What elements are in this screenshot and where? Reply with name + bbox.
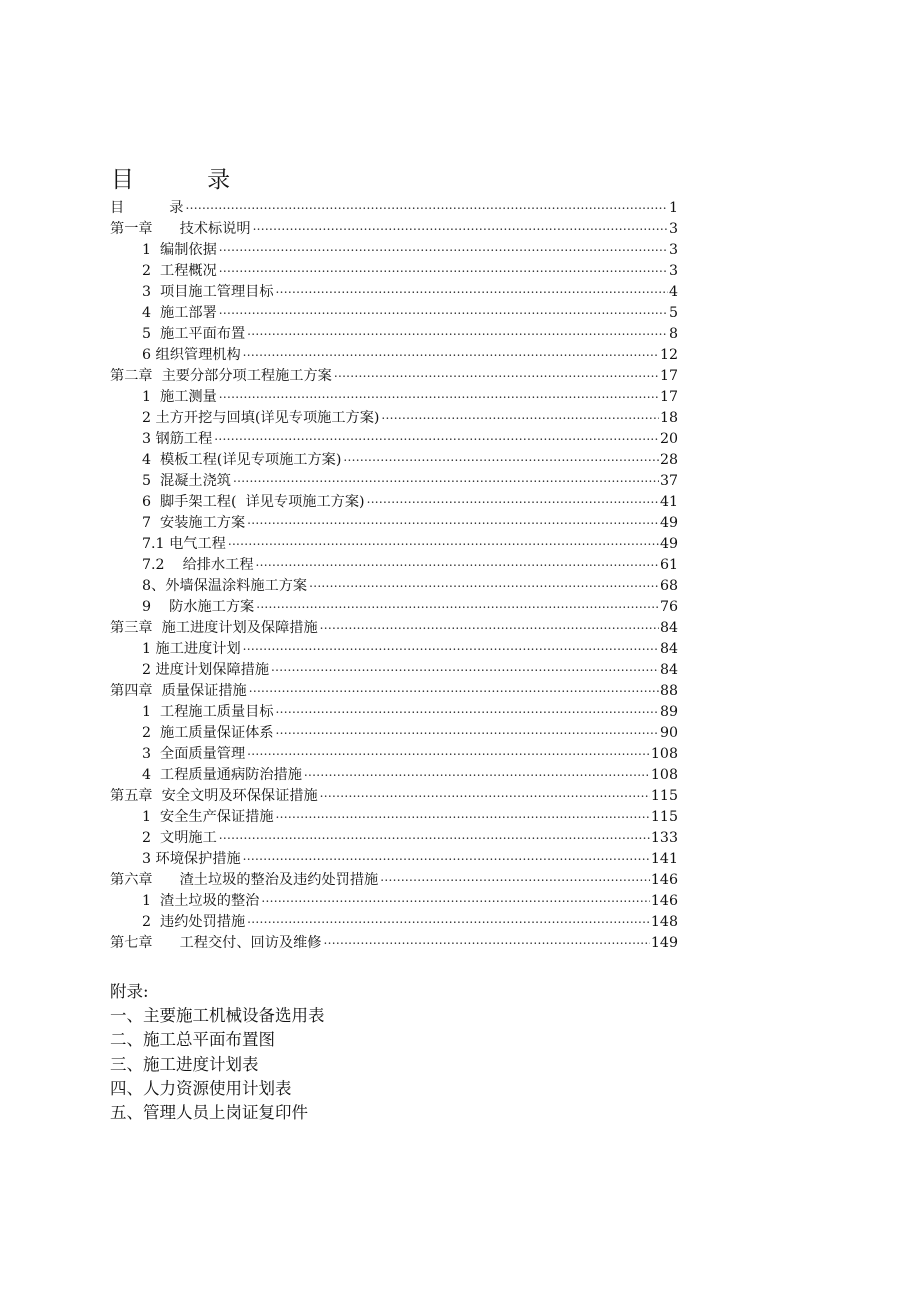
toc-entry-label: 4 工程质量通病防治措施 bbox=[142, 767, 302, 783]
toc-page-number: 41 bbox=[659, 494, 678, 510]
toc-page-number: 149 bbox=[650, 935, 678, 951]
toc-entry-label: 2 工程概况 bbox=[142, 263, 217, 279]
toc-entry-label: 2 违约处罚措施 bbox=[142, 914, 246, 930]
appendix-item: 五、管理人员上岗证复印件 bbox=[110, 1103, 308, 1123]
toc-dot-leader bbox=[228, 531, 659, 552]
appendix-list bbox=[110, 1004, 325, 1125]
toc-dot-leader bbox=[219, 300, 668, 321]
toc-dot-leader bbox=[320, 615, 659, 636]
toc-dot-leader bbox=[271, 657, 659, 678]
toc-page-number: 108 bbox=[650, 767, 678, 783]
toc-dot-leader bbox=[276, 699, 659, 720]
toc-entry-label: 3 项目施工管理目标 bbox=[142, 284, 274, 300]
toc-entry-label: 第六章 渣土垃圾的整治及违约处罚措施 bbox=[110, 872, 379, 888]
toc-dot-leader bbox=[334, 363, 659, 384]
toc-entry-label: 第四章 质量保证措施 bbox=[110, 683, 247, 699]
toc-dot-leader bbox=[256, 552, 659, 573]
toc-entry-label: 8、外墙保温涂料施工方案 bbox=[142, 578, 308, 594]
toc-entry-label: 4 模板工程(详见专项施工方案) bbox=[142, 452, 342, 468]
toc-page-number: 20 bbox=[659, 431, 678, 447]
toc-dot-leader bbox=[219, 384, 659, 405]
toc-page-number: 49 bbox=[659, 515, 678, 531]
toc-entry-label: 7.2 给排水工程 bbox=[142, 557, 254, 573]
toc-page-number: 115 bbox=[650, 809, 678, 825]
toc-entry-label: 2 施工质量保证体系 bbox=[142, 725, 274, 741]
toc-page-number: 49 bbox=[659, 536, 678, 552]
toc-dot-leader bbox=[276, 720, 659, 741]
toc-entry-label: 1 编制依据 bbox=[142, 242, 217, 258]
toc-dot-leader bbox=[276, 279, 668, 300]
toc-dot-leader bbox=[276, 804, 650, 825]
toc-dot-leader bbox=[320, 783, 650, 804]
toc-dot-leader bbox=[219, 825, 650, 846]
toc-page-number: 115 bbox=[650, 788, 678, 804]
toc-entry[interactable] bbox=[110, 933, 678, 954]
toc-page-number: 17 bbox=[659, 389, 678, 405]
toc-dot-leader bbox=[309, 573, 659, 594]
toc-dot-leader bbox=[243, 636, 659, 657]
toc-dot-leader bbox=[247, 909, 650, 930]
toc-dot-leader bbox=[324, 930, 650, 951]
toc-page-number: 17 bbox=[659, 368, 678, 384]
toc-page-number: 146 bbox=[650, 893, 678, 909]
toc-page-number: 148 bbox=[650, 914, 678, 930]
toc-entry-label: 目 录 bbox=[110, 200, 184, 216]
toc-page-number: 4 bbox=[668, 284, 678, 300]
toc-page-number: 90 bbox=[659, 725, 678, 741]
toc-entry-label: 1 施工进度计划 bbox=[142, 641, 241, 657]
toc-dot-leader bbox=[247, 741, 650, 762]
toc-entry-label: 2 土方开挖与回填(详见专项施工方案) bbox=[142, 410, 380, 426]
toc-entry-label: 1 安全生产保证措施 bbox=[142, 809, 274, 825]
toc-entry-label: 6 组织管理机构 bbox=[142, 347, 241, 363]
toc-dot-leader bbox=[304, 762, 650, 783]
toc-entry-label: 4 施工部署 bbox=[142, 305, 217, 321]
toc-page-number: 3 bbox=[668, 221, 678, 237]
toc-dot-leader bbox=[219, 258, 668, 279]
appendix-item: 二、施工总平面布置图 bbox=[110, 1030, 275, 1050]
toc-dot-leader bbox=[261, 888, 650, 909]
toc-dot-leader bbox=[343, 447, 659, 468]
toc-entry-label: 1 施工测量 bbox=[142, 389, 217, 405]
toc-page-number: 37 bbox=[659, 473, 678, 489]
toc-page-number: 61 bbox=[659, 557, 678, 573]
toc-page-number: 68 bbox=[659, 578, 678, 594]
toc-dot-leader bbox=[243, 846, 650, 867]
toc-dot-leader bbox=[219, 237, 668, 258]
toc-entry-label: 1 工程施工质量目标 bbox=[142, 704, 274, 720]
toc-entry-label: 第二章 主要分部分项工程施工方案 bbox=[110, 368, 332, 384]
toc-page-number: 5 bbox=[668, 305, 678, 321]
table-of-contents bbox=[110, 198, 678, 954]
appendix-item: 一、主要施工机械设备选用表 bbox=[110, 1006, 325, 1026]
toc-dot-leader bbox=[253, 216, 668, 237]
toc-entry-label: 5 施工平面布置 bbox=[142, 326, 246, 342]
toc-entry-label: 6 脚手架工程( 详见专项施工方案) bbox=[142, 494, 365, 510]
toc-page-number: 28 bbox=[659, 452, 678, 468]
toc-page-number: 84 bbox=[659, 641, 678, 657]
toc-page-number: 84 bbox=[659, 620, 678, 636]
toc-page-number: 146 bbox=[650, 872, 678, 888]
toc-page-number: 89 bbox=[659, 704, 678, 720]
toc-page-number: 141 bbox=[650, 851, 678, 867]
appendix-item: 三、施工进度计划表 bbox=[110, 1054, 259, 1074]
toc-entry-label: 3 钢筋工程 bbox=[142, 431, 213, 447]
toc-entry-label: 2 进度计划保障措施 bbox=[142, 662, 270, 678]
toc-page-number: 108 bbox=[650, 746, 678, 762]
toc-entry-label: 3 环境保护措施 bbox=[142, 851, 241, 867]
toc-entry-label: 7.1 电气工程 bbox=[142, 536, 226, 552]
toc-entry-label: 3 全面质量管理 bbox=[142, 746, 246, 762]
toc-dot-leader bbox=[380, 867, 650, 888]
toc-dot-leader bbox=[367, 489, 659, 510]
toc-entry-label: 第三章 施工进度计划及保障措施 bbox=[110, 620, 318, 636]
toc-entry-label: 第一章 技术标说明 bbox=[110, 221, 251, 237]
toc-dot-leader bbox=[249, 678, 659, 699]
toc-dot-leader bbox=[247, 321, 668, 342]
toc-entry-label: 1 渣土垃圾的整治 bbox=[142, 893, 260, 909]
toc-dot-leader bbox=[381, 405, 659, 426]
toc-dot-leader bbox=[214, 426, 659, 447]
toc-page-number: 8 bbox=[668, 326, 678, 342]
appendix bbox=[110, 980, 325, 1125]
page-title: 目 录 bbox=[111, 167, 231, 193]
toc-page-number: 84 bbox=[659, 662, 678, 678]
toc-dot-leader bbox=[233, 468, 659, 489]
toc-entry-label: 9 防水施工方案 bbox=[142, 599, 255, 615]
toc-entry-label: 第七章 工程交付、回访及维修 bbox=[110, 935, 322, 951]
toc-page-number: 88 bbox=[659, 683, 678, 699]
appendix-heading: 附录: bbox=[110, 982, 149, 1001]
toc-dot-leader bbox=[243, 342, 659, 363]
toc-dot-leader bbox=[247, 510, 659, 531]
toc-page-number: 18 bbox=[659, 410, 678, 426]
toc-dot-leader bbox=[185, 195, 667, 216]
toc-page-number: 3 bbox=[668, 242, 678, 258]
toc-page-number: 76 bbox=[659, 599, 678, 615]
toc-page-number: 1 bbox=[668, 200, 678, 216]
toc-page-number: 3 bbox=[668, 263, 678, 279]
toc-entry-label: 7 安装施工方案 bbox=[142, 515, 246, 531]
appendix-item: 四、人力资源使用计划表 bbox=[110, 1078, 292, 1098]
toc-entry-label: 2 文明施工 bbox=[142, 830, 217, 846]
toc-page-number: 12 bbox=[659, 347, 678, 363]
toc-page-number: 133 bbox=[650, 830, 678, 846]
toc-entry-label: 第五章 安全文明及环保保证措施 bbox=[110, 788, 318, 804]
toc-dot-leader bbox=[256, 594, 659, 615]
toc-entry-label: 5 混凝土浇筑 bbox=[142, 473, 231, 489]
